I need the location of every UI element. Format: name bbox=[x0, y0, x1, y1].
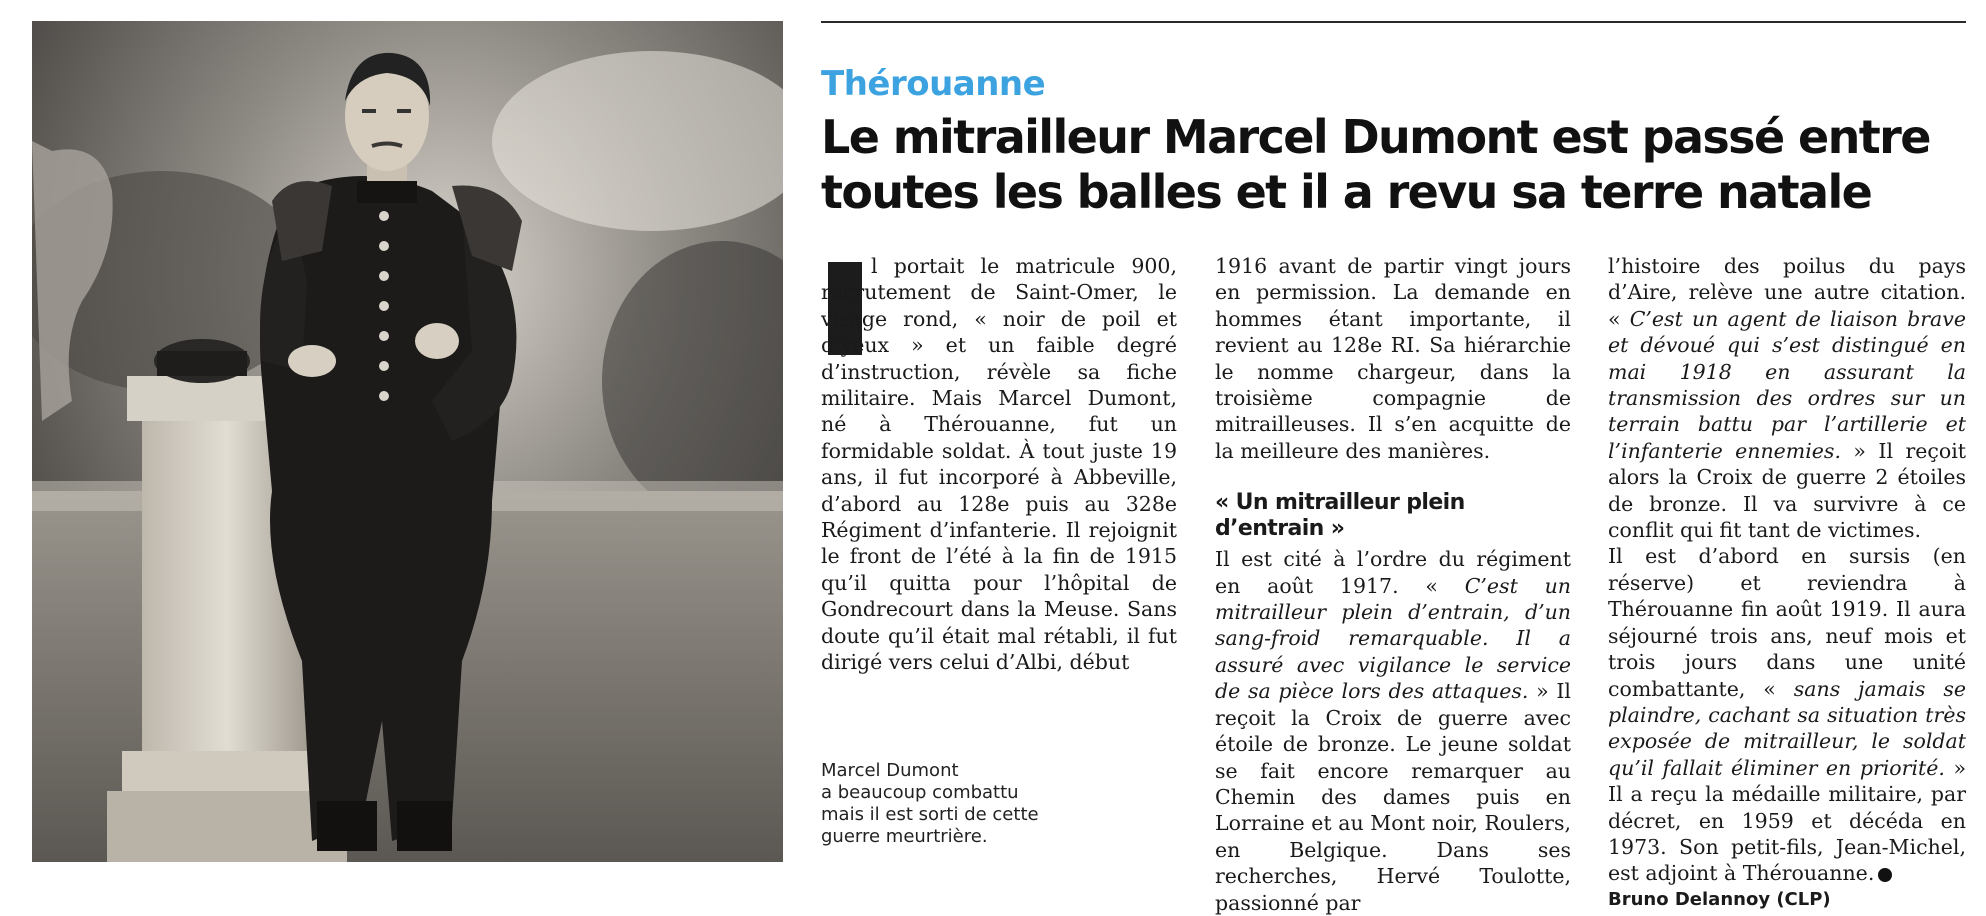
soldier-portrait-illustration bbox=[32, 21, 783, 862]
caption-line: guerre meurtrière. bbox=[821, 826, 988, 847]
quote-text: sans jamais se plaindre, cachant sa situation très exposée de mitrailleur, le soldat qu’il fallait éliminer en priorité. bbox=[1608, 676, 1966, 780]
photo-caption bbox=[821, 760, 1081, 848]
caption-line: mais il est sorti de cette bbox=[821, 804, 1039, 825]
text-span: Il est cité à l’ordre du régiment en août 1917. « bbox=[1215, 547, 1571, 598]
top-rule bbox=[821, 21, 1966, 23]
article-headline: Le mitrailleur Marcel Dumont est passé entre toutes les balles et il a revu sa terre natale bbox=[821, 110, 1930, 219]
article-kicker: Thérouanne bbox=[821, 64, 1046, 104]
column-2-paragraph-2 bbox=[1215, 546, 1571, 916]
author-signature: Bruno Delannoy (CLP) bbox=[1608, 888, 1831, 910]
article-subheading: « Un mitrailleur plein d’entrain » bbox=[1215, 490, 1465, 542]
text-span: l’histoire des poilus du pays d’Aire, relève une autre citation. « bbox=[1608, 254, 1966, 331]
article-column-2 bbox=[1215, 253, 1571, 916]
column-3-paragraph-2 bbox=[1608, 543, 1966, 886]
text-span: Il est d’abord en sursis (en réserve) et reviendra à Thérouanne fin août 1919. Il aura séjourné trois ans, neuf mois et trois jours dans une unité combattante, « bbox=[1608, 544, 1966, 701]
portrait-photo bbox=[32, 21, 783, 862]
quote-text: C’est un agent de liaison brave et dévoué qui s’est distingué en mai 1918 en assurant la transmission des ordres sur un terrain battu par l’artillerie et l’infanterie ennemies. bbox=[1608, 306, 1966, 463]
text-span: » Il reçoit alors la Croix de guerre 2 étoiles de bronze. Il va survivre à ce conflit qui fit tant de victimes. bbox=[1608, 438, 1966, 543]
article-column-3 bbox=[1608, 253, 1966, 913]
caption-line: Marcel Dumont bbox=[821, 760, 959, 781]
column-1-paragraph: l portait le matricule 900, recrutement de Saint-Omer, le visage rond, « noir de poil et d’yeux » et un faible degré d’instruction, révèle sa fiche militaire. Mais Marcel Dumont, né à Thérouanne, fut un formidable soldat. À tout juste 19 ans, il fut incorporé à Abbeville, d’abord au 128e puis au 328e Régiment d’infanterie. Il rejoignit le front de l’été à la fin de 1915 qu’il quitta pour l’hôpital de Gondrecourt dans la Meuse. Sans doute qu’il était mal rétabli, il fut dirigé vers celui d’Albi, début bbox=[821, 254, 1177, 675]
end-of-article-icon bbox=[1878, 868, 1892, 882]
column-3-paragraph-1 bbox=[1608, 253, 1966, 543]
text-span: » Il reçoit la Croix de guerre avec étoile de bronze. Le jeune soldat se fait encore remarquer au Chemin des dames puis en Lorraine et au Mont noir, Roulers, en Belgique. Dans ses recherches, Hervé Toulotte, passionné par bbox=[1215, 679, 1571, 915]
column-2-paragraph-1: 1916 avant de partir vingt jours en permission. La demande en hommes étant importante, il revient au 128e RI. Sa hiérarchie le nomme chargeur, dans la troisième compagnie de mitrailleuses. Il s’en acquitte de la meilleure des manières. bbox=[1215, 254, 1571, 463]
text-span: » Il a reçu la médaille militaire, par décret, en 1959 et décéda en 1973. Son petit-fils, Jean-Michel, est adjoint à Thérouanne. bbox=[1608, 755, 1966, 886]
quote-text: C’est un mitrailleur plein d’entrain, d’un sang-froid remarquable. Il a assuré avec vigilance le service de sa pièce lors des attaques. bbox=[1215, 573, 1571, 704]
article-column-1 bbox=[821, 253, 1177, 676]
caption-line: a beaucoup combattu bbox=[821, 782, 1019, 803]
